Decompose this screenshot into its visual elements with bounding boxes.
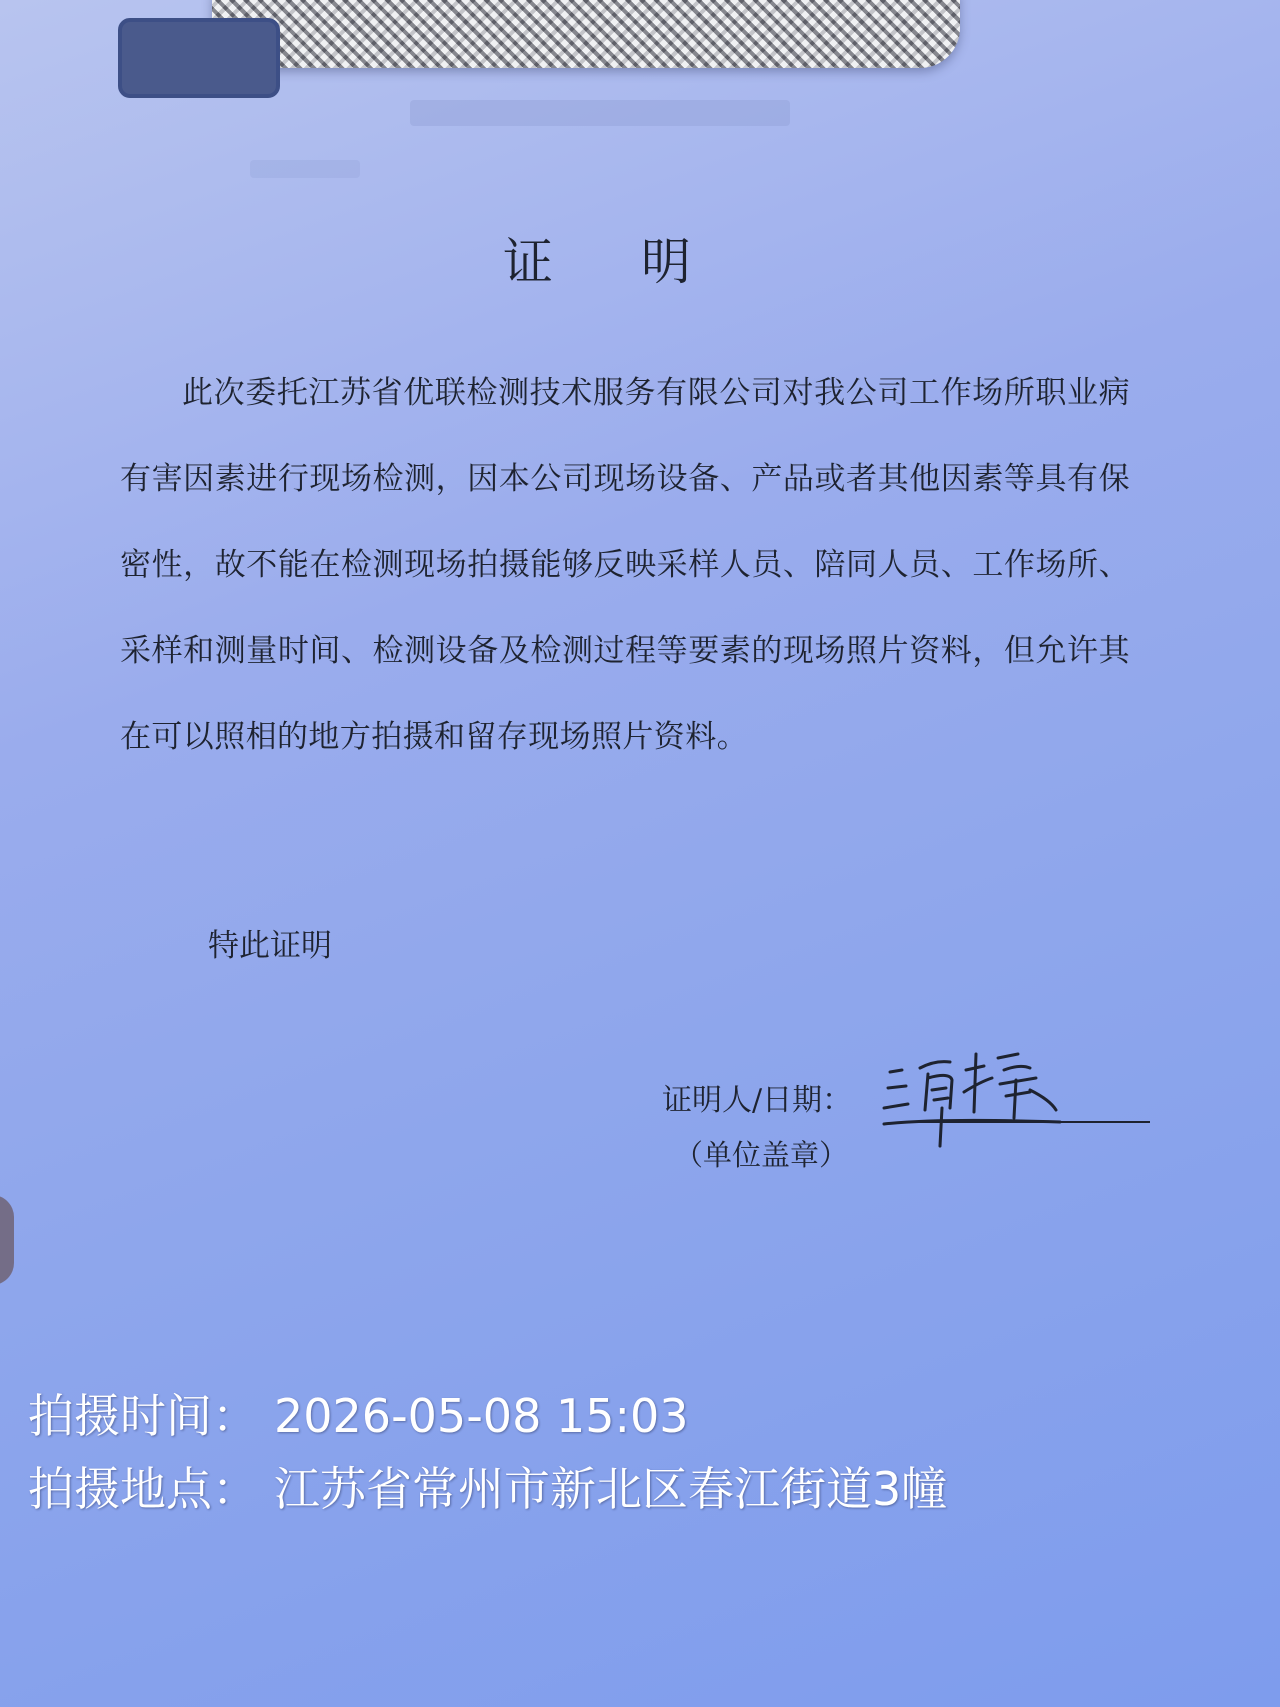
capture-location-label: 拍摄地点： [28, 1462, 258, 1516]
handwritten-signature [880, 1030, 1150, 1150]
show-through-text [250, 160, 360, 178]
finger [0, 1195, 14, 1285]
binder-clip [212, 0, 960, 68]
capture-time-label: 拍摄时间： [28, 1389, 258, 1443]
document-title: 证 明 [503, 233, 727, 291]
seal-note: （单位盖章） [674, 1138, 849, 1172]
capture-location [28, 1453, 947, 1519]
certifier-label: 证明人/日期： [662, 1083, 853, 1118]
uts-logo [118, 18, 280, 98]
closing-line: 特此证明 [208, 928, 332, 964]
capture-time [28, 1380, 689, 1446]
document-body: 此次委托江苏省优联检测技术服务有限公司对我公司工作场所职业病有害因素进行现场检测，因本公司现场设备、产品或者其他因素等具有保密性，故不能在检测现场拍摄能够反映采样人员、陪同人员、工作场所、采样和测量时间、检测设备及检测过程等要素的现场照片资料，但允许其在可以照相的地方拍摄和留存现场照片资料。 [120, 375, 1130, 755]
capture-location-value: 江苏省常州市新北区春江街道3幢 [274, 1462, 948, 1516]
show-through-text [410, 100, 790, 126]
capture-time-value: 2026-05-08 15:03 [274, 1389, 689, 1443]
